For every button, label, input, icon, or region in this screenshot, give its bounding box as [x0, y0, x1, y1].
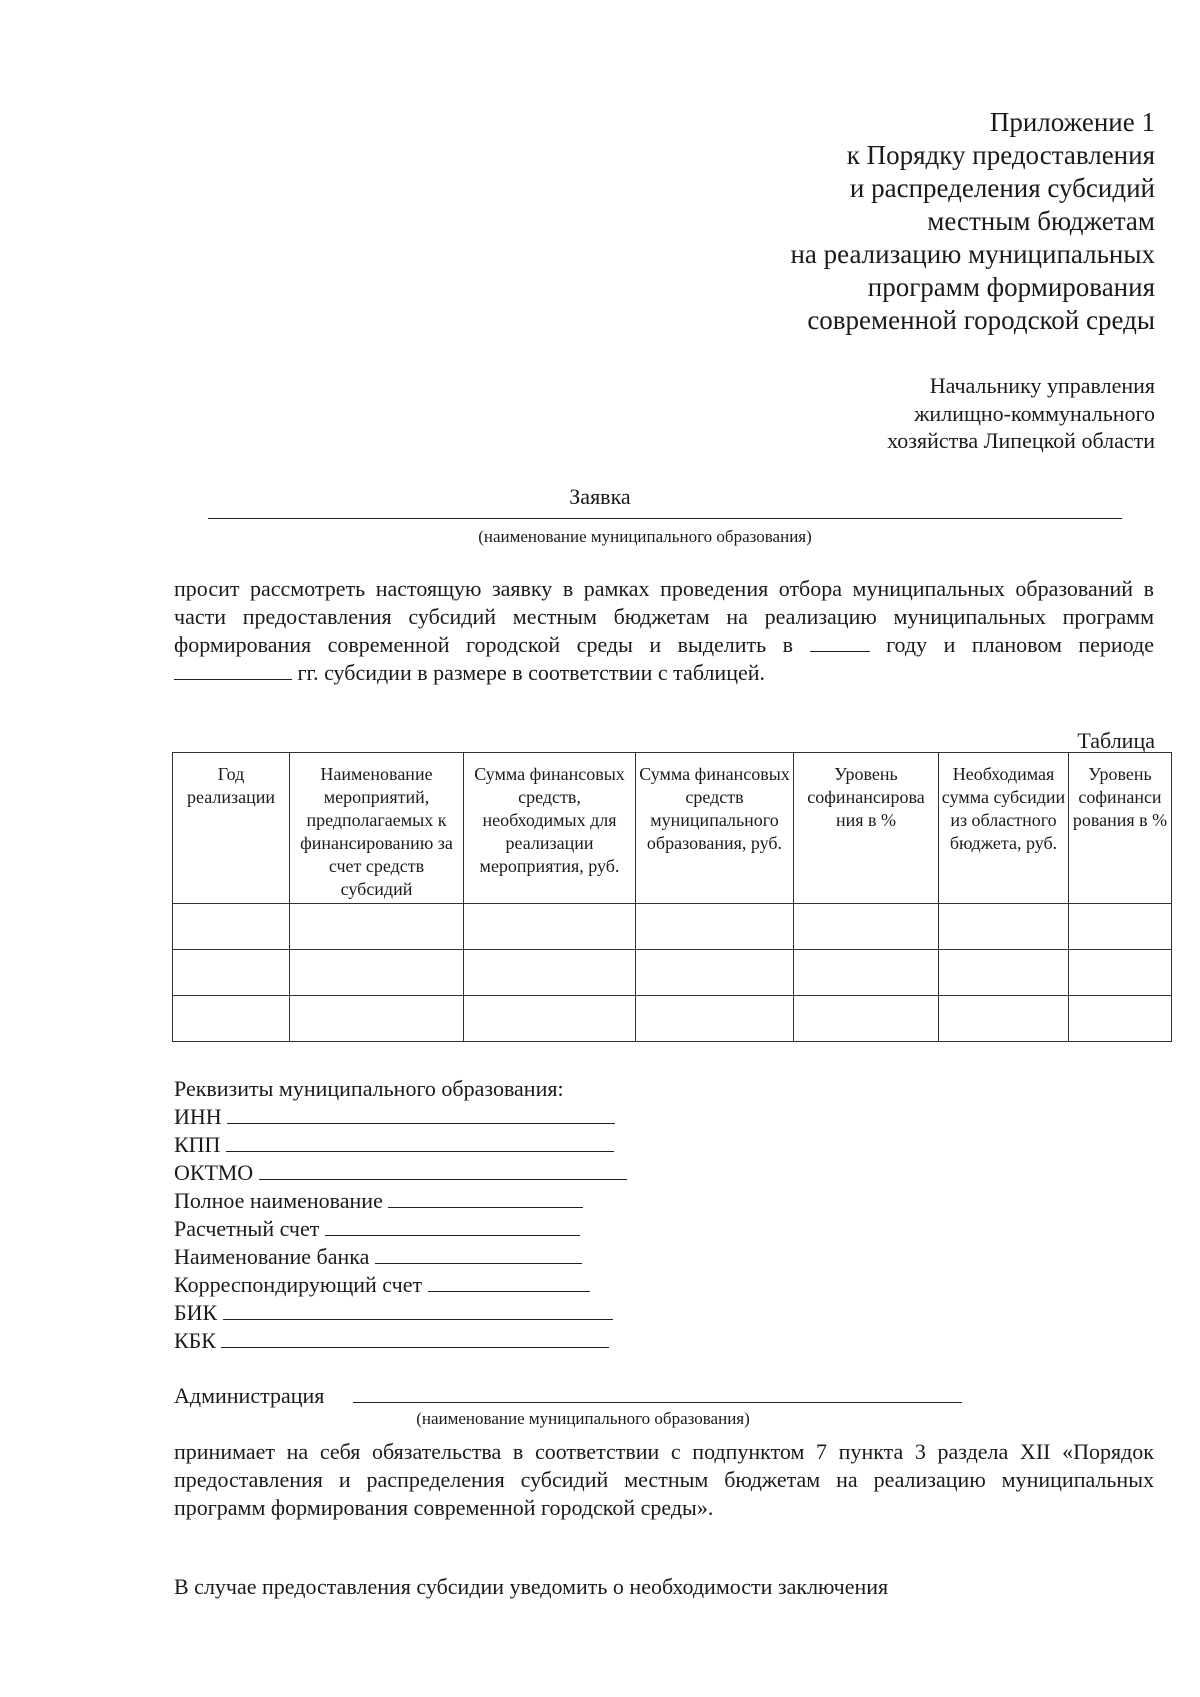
requisite-row-bank: [174, 1243, 627, 1271]
requisite-label: Наименование банка: [174, 1244, 370, 1269]
table-cell[interactable]: [173, 904, 290, 950]
kpp-field[interactable]: [226, 1134, 614, 1152]
addressee-block: [887, 372, 1155, 455]
request-text: просит рассмотреть настоящую заявку в рамках проведения отбора муниципальных образований в части предоставления субсидий местным бюджетам на реализацию муниципальных программ формирования современной городской среды и выделить в: [174, 576, 1154, 657]
header-cell: Сумма финансовых средств, необходимых для реализации мероприятия, руб.: [464, 753, 636, 904]
table-cell[interactable]: [1069, 950, 1172, 996]
subsidy-table: [172, 752, 1172, 1042]
table-header-row: [173, 753, 1172, 904]
request-text: гг. субсидии в размере в соответствии с таблицей.: [297, 660, 766, 685]
annex-line: и распределения субсидий: [849, 173, 1155, 203]
table-row: [173, 996, 1172, 1042]
header-cell: Необходимая сумма субсидии из областного бюджета, руб.: [939, 753, 1069, 904]
requisite-label: БИК: [174, 1300, 218, 1325]
bank-name-field[interactable]: [375, 1246, 582, 1264]
header-cell: Уровень софинансирова ния в %: [794, 753, 939, 904]
request-text: году и плановом периоде: [886, 632, 1155, 657]
requisite-row-inn: [174, 1103, 627, 1131]
year-blank[interactable]: [810, 633, 870, 652]
administration-name-caption: (наименование муниципального образования): [416, 1409, 750, 1428]
requisites-heading: Реквизиты муниципального образования:: [174, 1076, 564, 1101]
annex-line: к Порядку предоставления: [846, 140, 1155, 170]
kbk-field[interactable]: [221, 1330, 609, 1348]
table-cell[interactable]: [794, 904, 939, 950]
requisite-row-kbk: [174, 1327, 627, 1355]
annex-line: Приложение 1: [989, 107, 1155, 137]
table-cell[interactable]: [1069, 904, 1172, 950]
municipality-name-field[interactable]: [208, 518, 1122, 519]
table-row: [173, 904, 1172, 950]
annex-line: местным бюджетам: [927, 206, 1155, 236]
header-cell: Уровень софинанси рования в %: [1069, 753, 1172, 904]
settlement-account-field[interactable]: [325, 1218, 580, 1236]
table-label: Таблица: [1077, 728, 1155, 753]
header-cell: Сумма финансовых средств муниципального образования, руб.: [636, 753, 794, 904]
table-cell[interactable]: [464, 950, 636, 996]
table-cell[interactable]: [1069, 996, 1172, 1042]
table-cell[interactable]: [636, 904, 794, 950]
table-row: [173, 950, 1172, 996]
addressee-line: Начальнику управления: [929, 373, 1155, 398]
requisite-row-kpp: [174, 1131, 627, 1159]
table-cell[interactable]: [939, 950, 1069, 996]
table-cell[interactable]: [636, 950, 794, 996]
table-cell[interactable]: [290, 950, 464, 996]
annex-line: программ формирования: [867, 272, 1155, 302]
administration-label: Администрация: [174, 1383, 325, 1408]
oktmo-field[interactable]: [259, 1162, 627, 1180]
table-cell[interactable]: [636, 996, 794, 1042]
obligation-paragraph: принимает на себя обязательства в соответствии с подпунктом 7 пункта 3 раздела XII «Порядок предоставления и распределения субсидий местным бюджетам на реализацию муниципальных программ формирования современной городской среды».: [174, 1439, 1154, 1520]
document-title: Заявка: [569, 484, 631, 509]
addressee-line: хозяйства Липецкой области: [887, 428, 1155, 453]
table-cell[interactable]: [464, 904, 636, 950]
request-paragraph: [174, 575, 1154, 687]
requisite-label: Корреспондирующий счет: [174, 1272, 423, 1297]
requisite-label: ОКТМО: [174, 1160, 254, 1185]
table-cell[interactable]: [464, 996, 636, 1042]
requisite-row-corr-account: [174, 1271, 627, 1299]
annex-header: [790, 106, 1155, 337]
table-cell[interactable]: [939, 904, 1069, 950]
table-cell[interactable]: [290, 996, 464, 1042]
municipality-name-caption: (наименование муниципального образования): [478, 527, 812, 546]
table-cell[interactable]: [173, 950, 290, 996]
requisite-row-oktmo: [174, 1159, 627, 1187]
administration-name-field[interactable]: [353, 1402, 962, 1403]
table-cell[interactable]: [939, 996, 1069, 1042]
requisites-block: [174, 1075, 627, 1355]
full-name-field[interactable]: [388, 1190, 583, 1208]
requisite-label: КБК: [174, 1328, 216, 1353]
correspondent-account-field[interactable]: [428, 1274, 590, 1292]
notice-text: В случае предоставления субсидии уведомить о необходимости заключения: [174, 1574, 889, 1599]
requisite-row-bik: [174, 1299, 627, 1327]
requisite-label: ИНН: [174, 1104, 222, 1129]
requisite-label: Расчетный счет: [174, 1216, 320, 1241]
inn-field[interactable]: [227, 1106, 615, 1124]
table-cell[interactable]: [794, 950, 939, 996]
annex-line: на реализацию муниципальных: [790, 239, 1155, 269]
header-cell: Год реализации: [173, 753, 290, 904]
requisite-row-account: [174, 1215, 627, 1243]
requisite-label: КПП: [174, 1132, 221, 1157]
planning-period-blank[interactable]: [174, 661, 292, 680]
annex-line: современной городской среды: [807, 305, 1155, 335]
table-cell[interactable]: [173, 996, 290, 1042]
addressee-line: жилищно-коммунального: [914, 400, 1155, 426]
bik-field[interactable]: [223, 1302, 613, 1320]
requisite-row-full-name: [174, 1187, 627, 1215]
table-cell[interactable]: [290, 904, 464, 950]
requisite-label: Полное наименование: [174, 1188, 383, 1213]
header-cell: Наименование мероприятий, предполагаемых к финансированию за счет средств субсидий: [290, 753, 464, 904]
table-cell[interactable]: [794, 996, 939, 1042]
